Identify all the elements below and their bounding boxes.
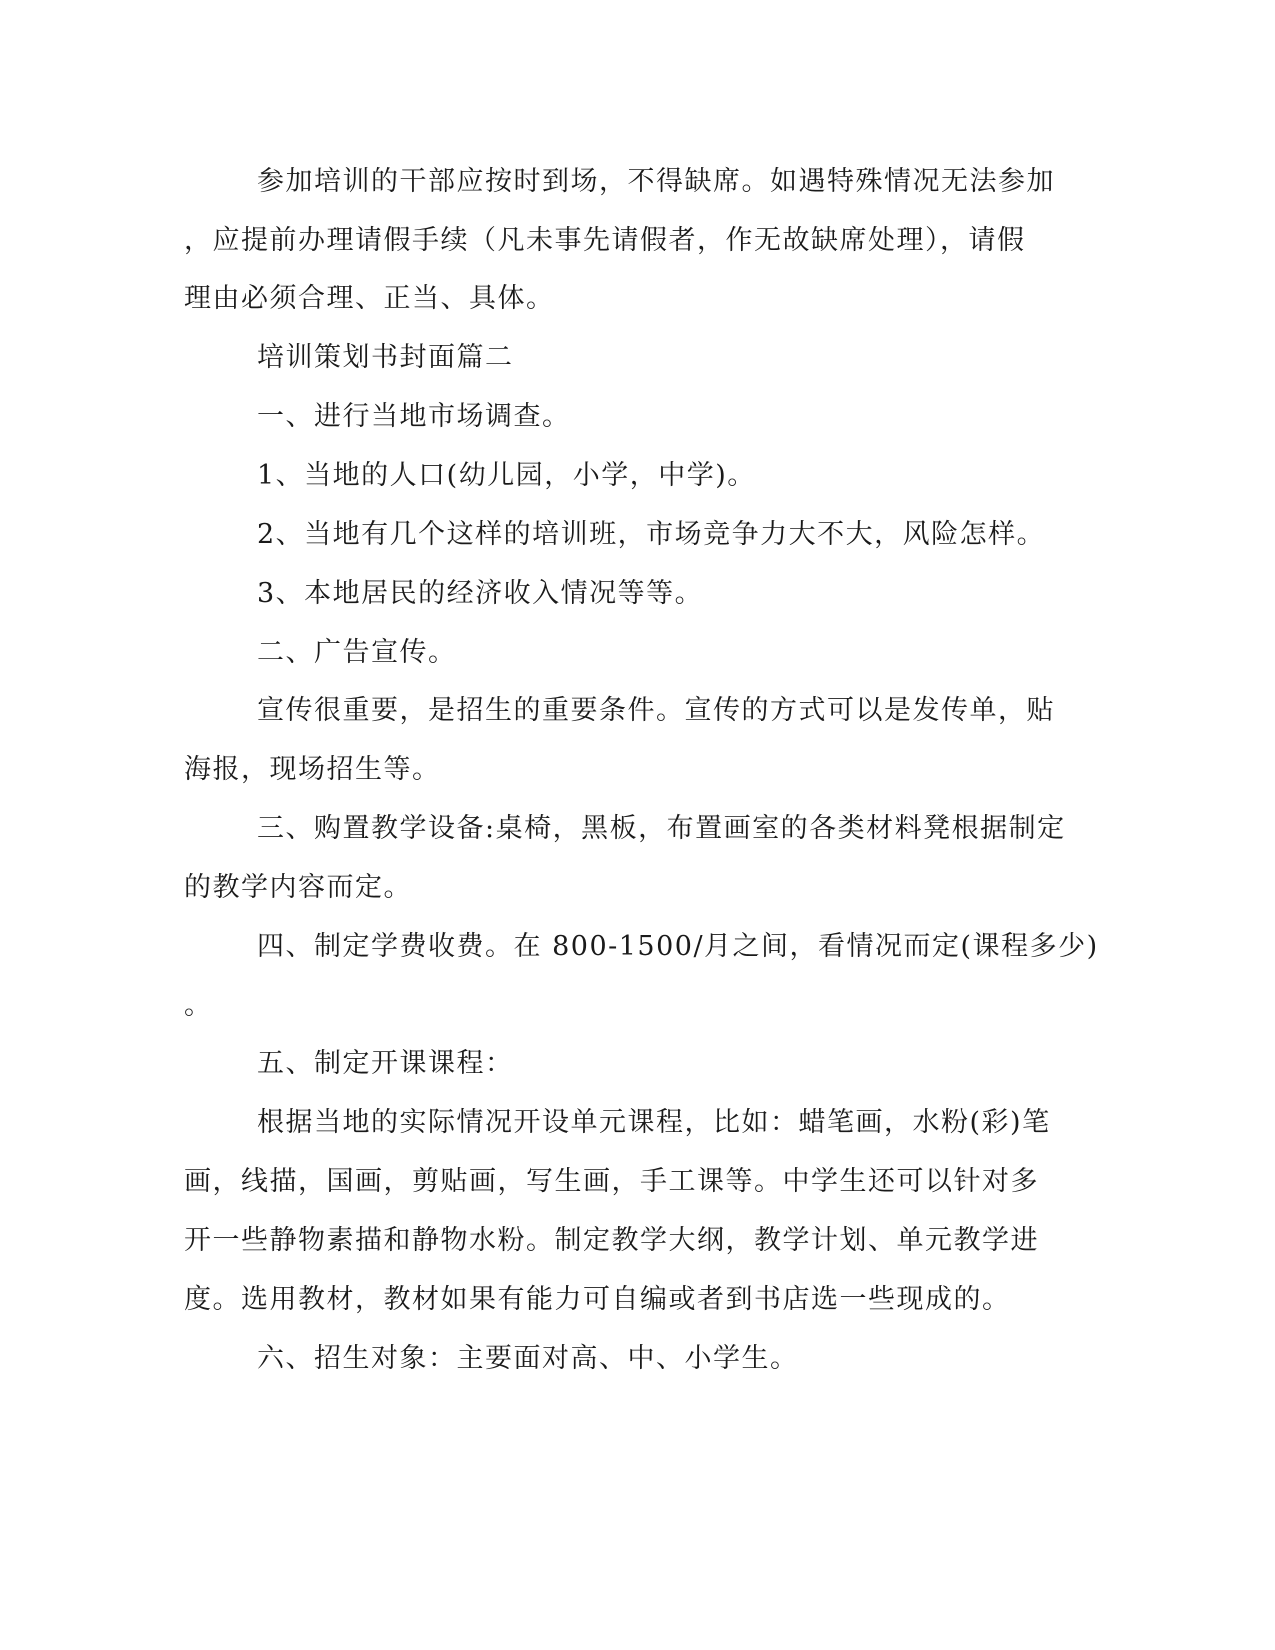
- paragraph-line: 画，线描，国画，剪贴画，写生画，手工课等。中学生还可以针对多: [184, 1166, 1039, 1197]
- section-heading: 培训策划书封面篇二: [257, 342, 514, 373]
- paragraph-line: 参加培训的干部应按时到场，不得缺席。如遇特殊情况无法参加: [257, 166, 1055, 197]
- paragraph-line: 1、当地的人口(幼儿园，小学，中学)。: [257, 460, 756, 491]
- paragraph-line: 3、本地居民的经济收入情况等等。: [257, 578, 704, 609]
- paragraph-line: 五、制定开课课程：: [257, 1048, 514, 1079]
- paragraph-line: 三、购置教学设备:桌椅，黑板，布置画室的各类材料凳根据制定: [257, 813, 1066, 844]
- paragraph-line: 二、广告宣传。: [257, 637, 457, 668]
- paragraph-line: 理由必须合理、正当、具体。: [184, 283, 555, 314]
- paragraph-line: 一、进行当地市场调查。: [257, 401, 571, 432]
- paragraph-line: ，应提前办理请假手续（凡未事先请假者，作无故缺席处理），请假: [184, 225, 1026, 256]
- paragraph-line: 。: [184, 990, 213, 1021]
- paragraph-line: 度。选用教材，教材如果有能力可自编或者到书店选一些现成的。: [184, 1284, 1011, 1315]
- paragraph-line: 四、制定学费收费。在 800-1500/月之间，看情况而定(课程多少): [257, 931, 1099, 962]
- paragraph-line: 海报，现场招生等。: [184, 754, 441, 785]
- paragraph-line: 2、当地有几个这样的培训班，市场竞争力大不大，风险怎样。: [257, 519, 1046, 550]
- paragraph-line: 的教学内容而定。: [184, 872, 412, 903]
- paragraph-line: 根据当地的实际情况开设单元课程，比如：蜡笔画，水粉(彩)笔: [257, 1107, 1051, 1138]
- paragraph-line: 六、招生对象：主要面对高、中、小学生。: [257, 1343, 799, 1374]
- paragraph-line: 开一些静物素描和静物水粉。制定教学大纲，教学计划、单元教学进: [184, 1225, 1039, 1256]
- paragraph-line: 宣传很重要，是招生的重要条件。宣传的方式可以是发传单，贴: [257, 695, 1055, 726]
